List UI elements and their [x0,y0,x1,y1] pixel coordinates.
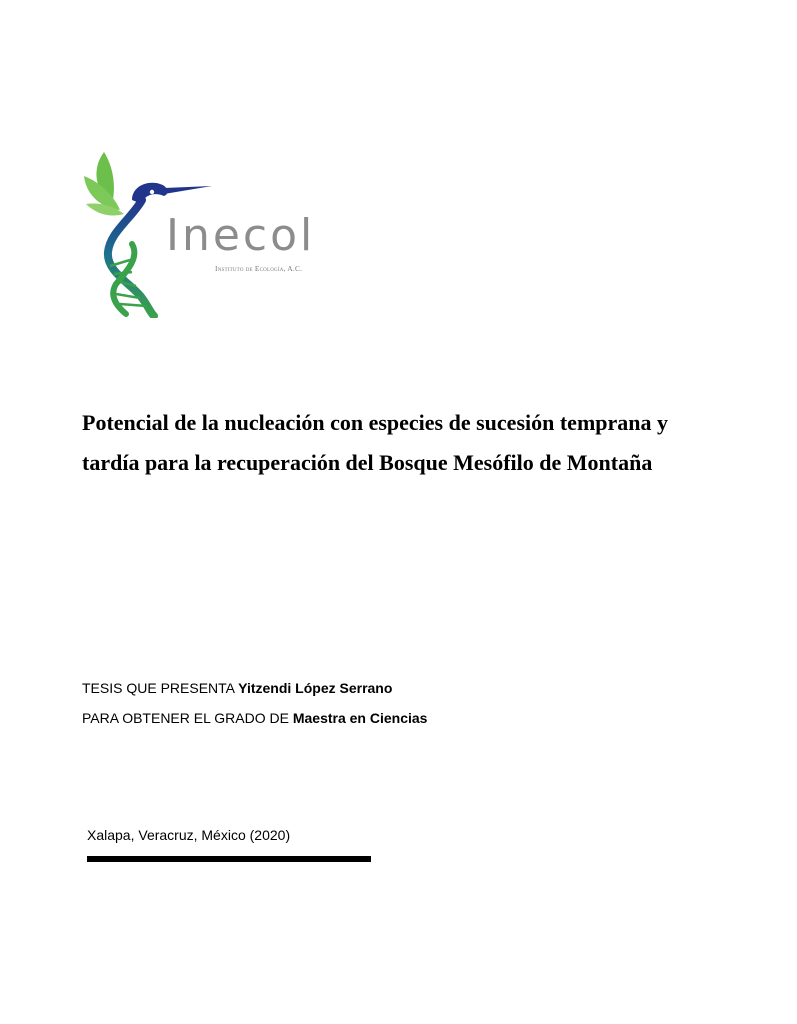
place-date: Xalapa, Veracruz, México (2020) [87,827,291,843]
thesis-title-line-2: tardía para la recuperación del Bosque Mesófilo de Montaña [82,450,653,475]
thesis-title [82,403,722,483]
degree-name: Maestra en Ciencias [292,710,428,726]
degree-prefix: PARA OBTENER EL GRADO DE [82,710,293,726]
presenter-name: Yitzendi López Serrano [238,680,393,696]
thesis-title-line-1: Potencial de la nucleación con especies de sucesión temprana y [82,410,669,435]
degree-line [82,709,427,727]
divider-rule [87,856,371,862]
logo-subtitle: Instituto de Ecología, A.C. [215,264,303,273]
presenter-prefix: TESIS QUE PRESENTA [82,680,239,696]
logo-wordmark: Inecol [166,210,316,261]
presenter-line [82,679,392,697]
inecol-logo [80,148,340,318]
